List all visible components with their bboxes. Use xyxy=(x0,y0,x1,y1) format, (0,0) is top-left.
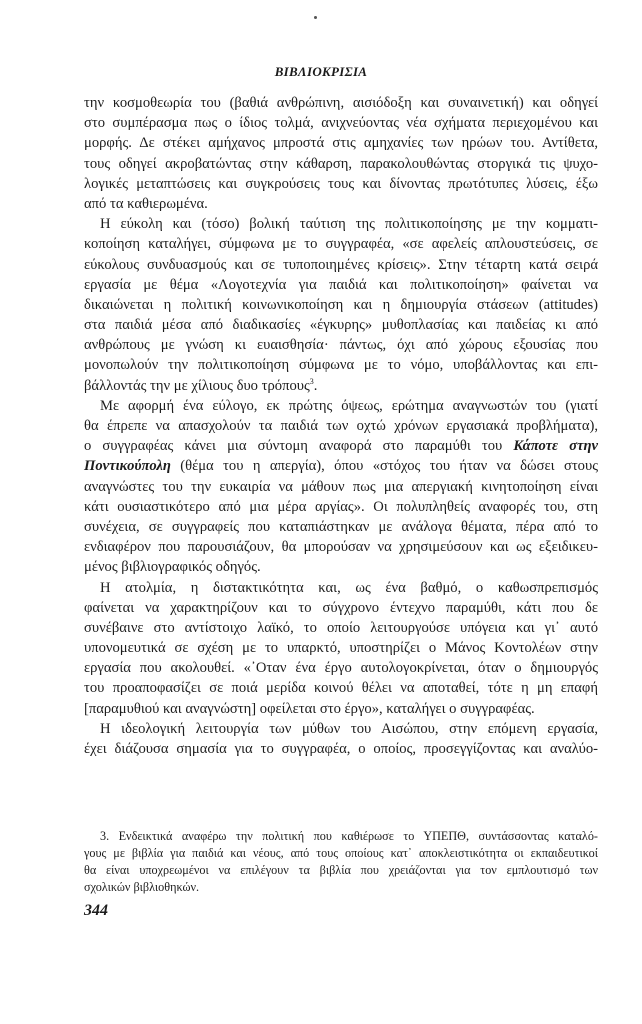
text-line: στα παιδιά μέσα από διαδικασίες «έγκυρης» μυθοπλασίας και παιδείας κι από xyxy=(84,317,598,334)
scan-speck xyxy=(314,16,317,19)
text-line: δικαιώνεται η πολιτική κοινωνικοποίηση και η δημιουργία στάσεων (attitudes) xyxy=(84,296,598,313)
text-line: συνέχεια, σε συγγραφείς που καταπιάστηκαν με ανάλογα θέματα, πέρα από το xyxy=(84,518,598,535)
text-line: μονοπωλούν την πολιτικοποίηση σύμφωνα με το νόμο, υποβάλλοντας και επι- xyxy=(84,357,598,374)
text-line: Η ατολμία, η διστακτικότητα και, ως ένα βαθμό, ο καθωσπρεπισμός xyxy=(100,579,598,596)
book-title: Ποντικούπολη xyxy=(84,458,171,475)
text-line: αναγνώστες του την ευκαιρία να μάθουν πως μια απεργιακή κινητοποίηση είναι xyxy=(84,478,598,495)
text-segment: (θέμα του η απεργία), όπου «στόχος του ήταν να δώσει στους xyxy=(170,458,598,475)
footnotes xyxy=(84,828,598,896)
text-segment: ο συγγραφέας κάνει μια σύντομη αναφορά στο παραμύθι του xyxy=(84,438,514,455)
page-number: 344 xyxy=(84,902,108,919)
paragraph xyxy=(84,396,598,578)
text-line: του προαποφασίζει σε ποιά μερίδα κοινού θέλει να αποταθεί, τότε η μη επαφή xyxy=(84,680,598,697)
text-line: θα έπρεπε να απασχολούν τα παιδιά των οχτώ χρόνων εργασιακά προβλήματα), xyxy=(84,418,598,434)
text-line: κοποίηση καταλήγει, σύμφωνα με το συγγραφέα, «σε αφελείς απλουστεύσεις, σε xyxy=(84,236,598,253)
text-line: την κοσμοθεωρία του (βαθιά ανθρώπινη, αισιόδοξη και συναινετική) και οδηγεί xyxy=(84,95,598,111)
text-line: εργασία με θέμα «Λογοτεχνία για παιδιά και πολιτικοποίηση» φαίνεται να xyxy=(84,276,598,293)
text-line xyxy=(84,456,598,476)
text-line xyxy=(84,436,598,456)
text-line: στο συμπέρασμα πως ο ίδιος τολμά, ανιχνεύοντας νέα σχήματα περιεχομένου και xyxy=(84,115,598,132)
text-line: [παραμυθιού και αναγνώστη] οφείλεται στο έργο», καταλήγει ο συγγραφέας. xyxy=(84,700,535,717)
text-line: Με αφορμή ένα εύλογο, εκ πρώτης όψεως, ερώτημα αναγνωστών του (γιατί xyxy=(100,397,598,414)
text-line: βάλλοντάς την με χίλιους δυο τρόπους$^3$. xyxy=(84,376,318,394)
book-title: Κάποτε στην xyxy=(513,438,598,455)
paragraph xyxy=(84,719,598,759)
text-line: μορφής. Δε στέκει αμήχανος μπροστά στις αμηχανίες των ηρώων του. Αντίθετα, xyxy=(84,135,598,152)
text-line: μένος βιβλιογραφικός οδηγός. xyxy=(84,559,261,576)
footnote-line: γους με βιβλία για παιδιά και νέους, από τους οποίους κατ᾽ αποκλειστικότητα οι εκπαιδευτικοί xyxy=(84,846,598,860)
text-line: έχει διάζουσα σημασία για το συγγραφέα, ο οποίος, προσεγγίζοντας και αναλύο- xyxy=(84,741,598,757)
text-line: Η εύκολη και (τόσο) βολική ταύτιση της πολιτικοποίησης με την κομματι- xyxy=(100,216,598,233)
text-line: ανθρώπους με γνώση κι ευαισθησία· πάντως, όχι από χώρους εξουσίας που xyxy=(84,337,598,354)
text-line: τους οδηγεί ακροβατώντας στην κάθαρση, παρακολουθώντας στοργικά τις ψυχο- xyxy=(84,155,598,172)
text-line: Η ιδεολογική λειτουργία των μύθων του Αισώπου, στην επόμενη εργασία, xyxy=(100,720,598,737)
paragraph xyxy=(84,578,598,719)
footnote-line: θα είναι υποχρεωμένοι να επιλέγουν τα βιβλία που χρειάζονται για τον εμπλουτισμό των xyxy=(84,863,598,877)
paragraph xyxy=(84,93,598,214)
footnote-line: σχολικών βιβλιοθηκών. xyxy=(84,880,200,894)
text-line: φαίνεται να χαρακτηρίζουν και το σύγχρονο έντεχνο παραμύθι, κάτι που δε xyxy=(84,599,598,616)
text-line: υπονομευτικά σε σχέση με το υπαρκτό, υποστηρίζει ο Μάνος Κοντολέων στην xyxy=(84,640,598,657)
body-text xyxy=(84,93,598,759)
footnote-line: 3. Ενδεικτικά αναφέρω την πολιτική που καθιέρωσε το ΥΠΕΠΘ, συντάσσοντας καταλό- xyxy=(100,829,598,843)
text-line: εργασία που ακολουθεί. «᾽Οταν ένα έργο αυτολογοκρίνεται, όταν ο δημιουργός xyxy=(84,660,598,677)
text-segment: βάλλοντάς την με χίλιους δυο τρόπους xyxy=(84,377,310,394)
running-header: ΒΙΒΛΙΟΚΡΙΣΙΑ xyxy=(274,64,368,79)
text-line: εύκολους συνδυασμούς και σε τυποποιημένες κρίσεις». Στην τέταρτη κατά σειρά xyxy=(84,256,598,273)
paragraph xyxy=(84,214,598,396)
text-line: συνέβαινε στο αντίστοιχο λαϊκό, το οποίο λειτουργούσε υπόγεια και γι᾽ αυτό xyxy=(84,619,598,636)
text-line: λογικές μεταπτώσεις και συγκρούσεις τους και δίνοντας πρωτότυπες λύσεις, έξω xyxy=(84,175,598,192)
text-line: κάτι ουσιαστικότερο από μια μέρα αργίας». Οι πολυπληθείς αναφορές του, στη xyxy=(84,498,598,515)
text-line: από τα καθιερωμένα. xyxy=(84,195,208,212)
text-line: ενδιαφέρον που παρουσιάζουν, θα μπορούσαν να χρησιμεύσουν και ως εξειδικευ- xyxy=(84,539,598,556)
footnote-ref[interactable]: 3 xyxy=(309,376,314,386)
